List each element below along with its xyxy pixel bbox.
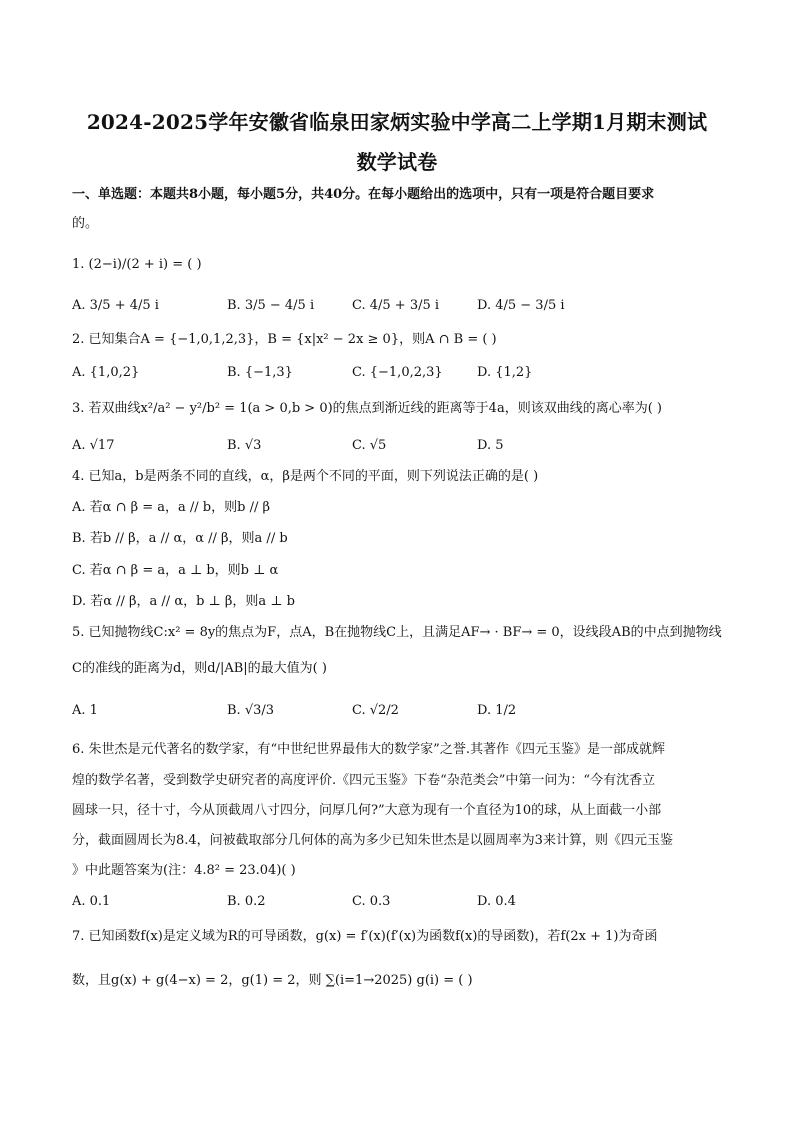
question-6-options [72,893,732,911]
question-6-stem-cont: 煌的数学名著，受到数学史研究者的高度评价.《四元玉鉴》下卷“杂范类会”中第一问为：“今有沈香立 [72,773,656,788]
option-c: C. {−1,0,2,3} [352,365,443,380]
question-3-options [72,437,732,455]
question-7-stem: 7. 已知函数f(x)是定义域为R的可导函数，g(x) = f′(x)(f′(x)为函数f(x)的导函数)，若f(2x + 1)为奇函 [72,929,658,944]
question-7-stem-cont: 数，且g(x) + g(4−x) = 2，g(1) = 2，则 ∑(i=1→2025) g(i) = ( ) [72,973,473,988]
option-c: C. √2/2 [352,703,399,718]
option-b: B. 3/5 − 4/5 i [227,298,315,313]
question-4-stem: 4. 已知a，b是两条不同的直线，α，β是两个不同的平面，则下列说法正确的是( ) [72,469,539,484]
question-1-options [72,297,732,315]
option-a: A. √17 [72,438,115,453]
section-heading-cont: 的。 [72,216,99,231]
option-b: B. √3/3 [227,703,275,718]
question-1-stem: 1. (2−i)/(2 + i) = ( ) [72,257,202,272]
option-a: A. {1,0,2} [72,365,140,380]
option-d: D. 5 [477,438,504,453]
option-b: B. √3 [227,438,262,453]
option-a: A. 3/5 + 4/5 i [72,298,159,313]
question-5-stem: 5. 已知抛物线C:x² = 8y的焦点为F，点A，B在抛物线C上，且满足AF→ · BF→ = 0，设线段AB的中点到抛物线 [72,625,722,640]
section-heading: 一、单选题：本题共8小题，每小题5分，共40分。在每小题给出的选项中，只有一项是符合题目要求 [72,187,655,202]
option-b: B. 若b // β，a // α，α // β，则a // b [72,531,288,546]
option-d: D. 4/5 − 3/5 i [477,298,565,313]
exam-title-line2: 数学试卷 [356,150,438,174]
option-d: D. {1,2} [477,365,533,380]
option-c: C. 4/5 + 3/5 i [352,298,440,313]
question-3-stem: 3. 若双曲线x²/a² − y²/b² = 1(a > 0,b > 0)的焦点到渐近线的距离等于4a，则该双曲线的离心率为( ) [72,401,662,416]
option-d: D. 0.4 [477,894,516,909]
option-a: A. 1 [72,703,98,718]
question-6-stem-cont: 》中此题答案为(注：4.8² = 23.04)( ) [72,863,296,878]
question-6-stem-cont: 圆球一只，径十寸，今从顶截周八寸四分，问厚几何?”大意为现有一个直径为10的球，从上面截一小部 [72,803,662,818]
option-b: B. {−1,3} [227,365,293,380]
option-b: B. 0.2 [227,894,266,909]
option-c: C. 若α ∩ β = a，a ⊥ b，则b ⊥ α [72,563,279,578]
exam-title-line1: 2024-2025学年安徽省临泉田家炳实验中学高二上学期1月期末测试 [86,110,708,134]
option-d: D. 若α // β，a // α，b ⊥ β，则a ⊥ b [72,594,295,609]
question-5-stem-cont: C的准线的距离为d，则d/|AB|的最大值为( ) [72,661,327,676]
question-6-stem-cont: 分，截面圆周长为8.4，问被截取部分几何体的高为多少已知朱世杰是以圆周率为3来计算，则《四元玉鉴 [72,833,673,848]
option-c: C. 0.3 [352,894,391,909]
option-c: C. √5 [352,438,387,453]
option-d: D. 1/2 [477,703,517,718]
question-2-stem: 2. 已知集合A = {−1,0,1,2,3}，B = {x|x² − 2x ≥ 0}，则A ∩ B = ( ) [72,332,497,347]
question-6-stem: 6. 朱世杰是元代著名的数学家，有“中世纪世界最伟大的数学家”之誉.其著作《四元玉鉴》是一部成就辉 [72,742,665,757]
question-5-options [72,702,732,720]
question-2-options [72,364,732,382]
option-a: A. 0.1 [72,894,111,909]
option-a: A. 若α ∩ β = a，a // b，则b // β [72,500,270,515]
